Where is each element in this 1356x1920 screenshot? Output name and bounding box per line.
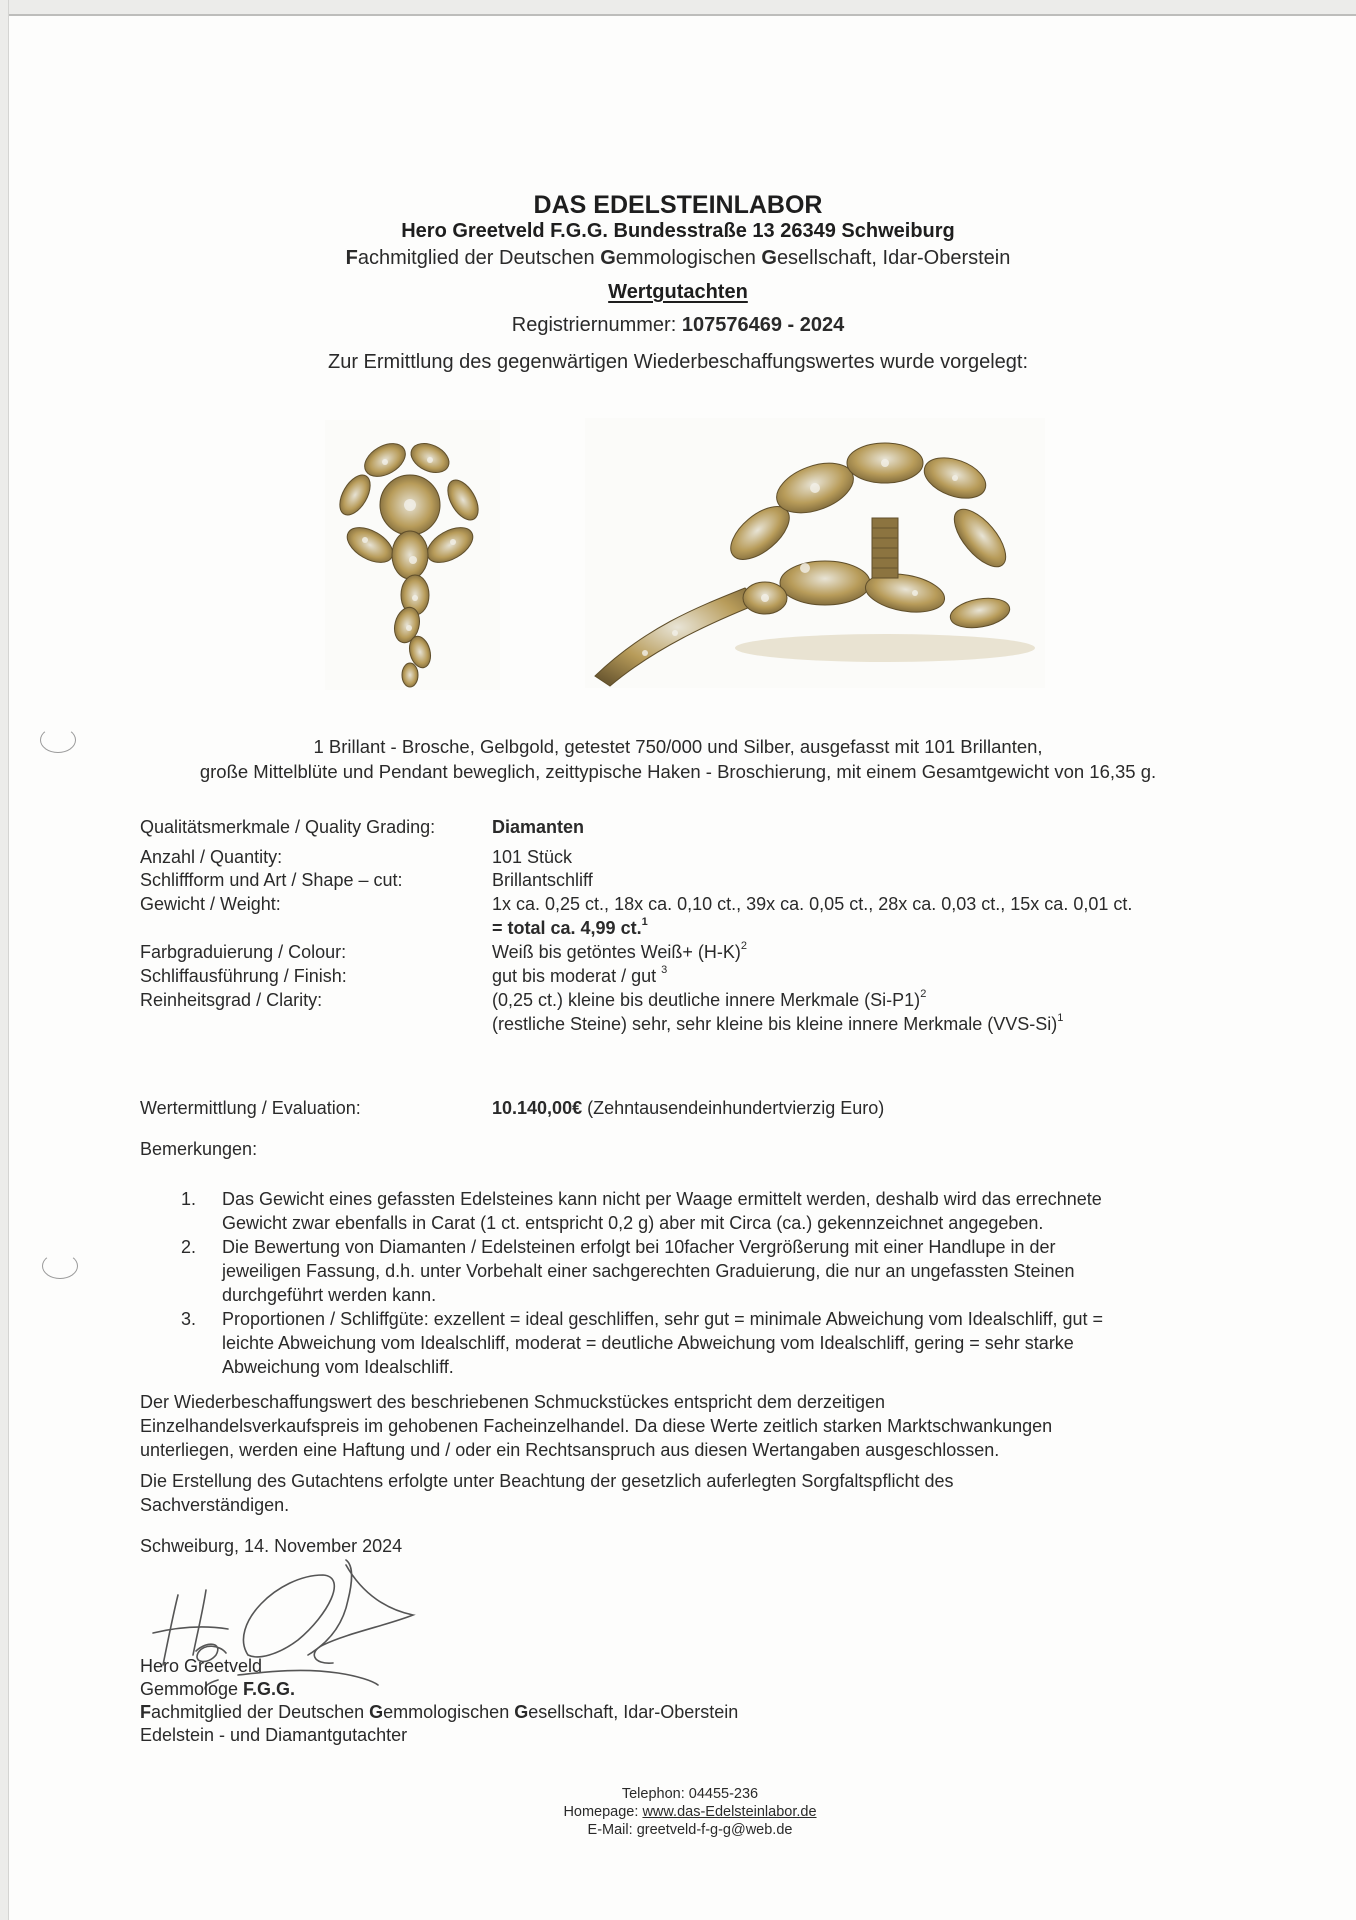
remark-number: 2.: [181, 1237, 197, 1257]
clarity-main-text: (0,25 ct.) kleine bis deutliche innere Merkmale (Si-P1): [492, 990, 921, 1010]
footnote-marker: 2: [740, 940, 748, 952]
grading-label-shape: Schliffform und Art / Shape – cut:: [140, 870, 403, 890]
grading-label-colour: Farbgraduierung / Colour:: [140, 942, 347, 962]
remark-number: 1.: [181, 1189, 197, 1209]
punch-hole-bottom: [42, 1253, 78, 1279]
membership-initial-g2: G: [761, 247, 777, 269]
disclaimer-line: Der Wiederbeschaffungswert des beschriebenen Schmuckstückes entspricht dem derzeitigen: [140, 1392, 886, 1412]
document-type: Wertgutachten: [608, 281, 748, 303]
evaluation-amount: 10.140,00€: [492, 1098, 583, 1118]
homepage-label: Homepage:: [563, 1804, 643, 1820]
remark-line: Gewicht zwar ebenfalls in Carat (1 ct. entspricht 0,2 g) aber mit Circa (ca.) gekennzeichnet angegeben.: [222, 1213, 1044, 1233]
remark-line: Proportionen / Schliffgüte: exzellent = ideal geschliffen, sehr gut = minimale Abweichung vom Idealschliff, gut =: [222, 1309, 1104, 1329]
scan-edge-top: [0, 0, 1356, 16]
membership-text-1: achmitglied der Deutschen: [151, 1702, 370, 1722]
lab-membership: [0, 247, 1356, 270]
grading-header-label: Qualitätsmerkmale / Quality Grading:: [140, 817, 436, 837]
remarks-label: Bemerkungen:: [140, 1139, 258, 1159]
lab-title: DAS EDELSTEINLABOR: [533, 191, 823, 219]
remark-line: leichte Abweichung vom Idealschliff, moderat = deutliche Abweichung vom Idealschliff, gering = sehr starke: [222, 1333, 1074, 1353]
footnote-marker: 1: [641, 916, 648, 928]
remark-line: Die Bewertung von Diamanten / Edelsteinen erfolgt bei 10facher Vergrößerung mit einer Handlupe in der: [222, 1237, 1056, 1257]
remark-number: 3.: [181, 1309, 197, 1329]
grading-value-colour: [492, 942, 747, 963]
grading-value-weight: 1x ca. 0,25 ct., 18x ca. 0,10 ct., 39x ca. 0,05 ct., 28x ca. 0,03 ct., 15x ca. 0,01 ct.: [492, 894, 1133, 914]
colour-text: Weiß bis getöntes Weiß+ (H-K): [492, 942, 741, 962]
registration-number: 107576469 - 2024: [681, 314, 845, 336]
brooch-front-photo: [325, 420, 500, 690]
total-weight-text: = total ca. 4,99 ct.: [492, 918, 642, 938]
evaluation-label: Wertermittlung / Evaluation:: [140, 1098, 361, 1118]
signatory-name: Hero Greetveld: [140, 1656, 263, 1676]
disclaimer-line: unterliegen, werden eine Haftung und / oder ein Rechtsanspruch aus diesen Wertangaben ausgeschlossen.: [140, 1440, 1000, 1460]
membership-initial-f: F: [345, 247, 358, 269]
signatory-membership: [140, 1702, 738, 1723]
grading-value-clarity-main: [492, 990, 926, 1011]
footer-homepage: [0, 1804, 1356, 1820]
clarity-rest-text: (restliche Steine) sehr, sehr kleine bis kleine innere Merkmale (VVS-Si): [492, 1014, 1058, 1034]
grading-header-value: Diamanten: [492, 817, 585, 837]
membership-text-1: achmitglied der Deutschen: [357, 247, 601, 269]
footnote-marker: 3: [661, 964, 668, 976]
remark-line: Das Gewicht eines gefassten Edelsteines kann nicht per Waage ermittelt werden, deshalb wird das errechnete: [222, 1189, 1102, 1209]
grading-value-finish: [492, 966, 667, 987]
footnote-marker: 2: [920, 988, 927, 1000]
signatory-title-prefix: Gemmologe: [140, 1679, 244, 1699]
signatory-title-credential: F.G.G.: [243, 1679, 296, 1699]
registration-label: Registriernummer:: [511, 314, 677, 336]
grading-label-clarity: Reinheitsgrad / Clarity:: [140, 990, 323, 1010]
footer-email: [0, 1822, 1356, 1838]
evaluation-value: [492, 1098, 884, 1119]
place-date: Schweiburg, 14. November 2024: [140, 1536, 403, 1556]
telephone-number: 04455-236: [688, 1786, 759, 1802]
email-label: E-Mail:: [587, 1822, 637, 1838]
email-address: greetveld-f-g-g@web.de: [636, 1822, 793, 1838]
evaluation-amount-words: (Zehntausendeinhundertvierzig Euro): [582, 1098, 885, 1118]
diligence-line: Sachverständigen.: [140, 1495, 290, 1515]
grading-value-clarity-rest: [492, 1014, 1063, 1035]
homepage-link[interactable]: www.das-Edelsteinlabor.de: [642, 1804, 817, 1820]
lab-address: Hero Greetveld F.G.G. Bundesstraße 13 26349 Schweiburg: [401, 220, 955, 242]
grading-value-shape: Brillantschliff: [492, 870, 593, 890]
brooch-side-photo: [585, 418, 1045, 688]
membership-initial-g1: G: [369, 1702, 384, 1722]
remark-line: jeweiligen Fassung, d.h. unter Vorbehalt einer sachgerechten Graduierung, die nur an ungefassten Steinen: [222, 1261, 1075, 1281]
membership-text-2: emmologischen: [383, 1702, 515, 1722]
signatory-title: [140, 1679, 295, 1700]
membership-initial-g1: G: [600, 247, 616, 269]
telephone-label: Telephon:: [621, 1786, 689, 1802]
membership-text-2: emmologischen: [615, 247, 762, 269]
item-description-line-2: große Mittelblüte und Pendant beweglich, zeittypische Haken - Broschierung, mit einem Gesamtgewicht von 16,35 g.: [199, 761, 1157, 782]
footnote-marker: 1: [1057, 1012, 1064, 1024]
grading-value-total-weight: [492, 918, 648, 939]
signatory-role: Edelstein - und Diamantgutachter: [140, 1725, 408, 1745]
membership-text-3: esellschaft, Idar-Oberstein: [776, 247, 1011, 269]
remark-line: durchgeführt werden kann.: [222, 1285, 437, 1305]
grading-label-finish: Schliffausführung / Finish:: [140, 966, 347, 986]
membership-text-3: esellschaft, Idar-Oberstein: [528, 1702, 739, 1722]
remark-line: Abweichung vom Idealschliff.: [222, 1357, 454, 1377]
disclaimer-line: Einzelhandelsverkaufspreis im gehobenen Facheinzelhandel. Da diese Werte zeitlich starken Marktschwankungen: [140, 1416, 1053, 1436]
membership-initial-g2: G: [514, 1702, 529, 1722]
finish-text: gut bis moderat / gut: [492, 966, 662, 986]
grading-label-weight: Gewicht / Weight:: [140, 894, 281, 914]
registration-line: [0, 314, 1356, 337]
grading-value-quantity: 101 Stück: [492, 847, 573, 867]
diligence-line: Die Erstellung des Gutachtens erfolgte unter Beachtung der gesetzlich auferlegten Sorgfaltspflicht des: [140, 1471, 954, 1491]
item-description-line-1: 1 Brillant - Brosche, Gelbgold, getestet 750/000 und Silber, ausgefasst mit 101 Brillanten,: [313, 736, 1043, 757]
footer-telephone: [0, 1786, 1356, 1802]
membership-initial-f: F: [140, 1702, 151, 1722]
intro-text: Zur Ermittlung des gegenwärtigen Wiederbeschaffungswertes wurde vorgelegt:: [328, 351, 1028, 373]
grading-label-quantity: Anzahl / Quantity:: [140, 847, 283, 867]
